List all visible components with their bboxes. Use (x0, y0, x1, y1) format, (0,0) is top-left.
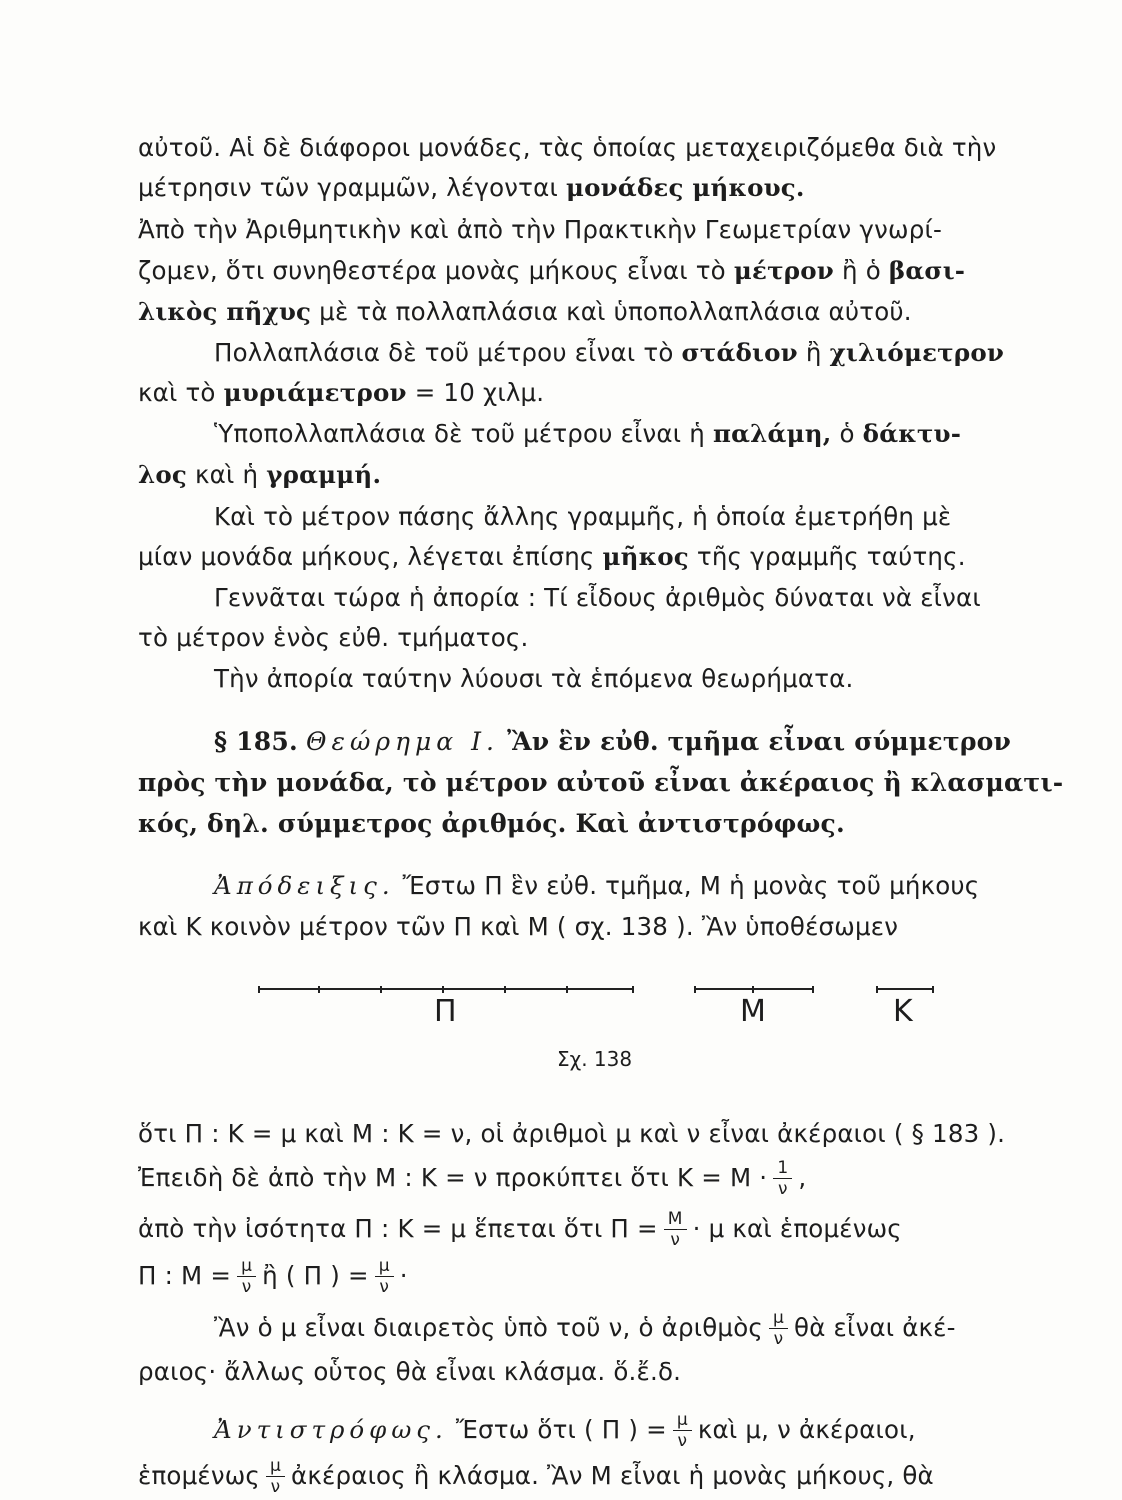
figure-caption: Σχ. 138 (557, 1047, 633, 1071)
text-line (138, 1456, 1028, 1496)
bold-term: μῆκος (602, 542, 689, 571)
text-run: καὶ τὸ (138, 378, 216, 407)
text-line (138, 292, 1028, 332)
proof-label: Ἀπόδειξις. (214, 871, 395, 900)
segment-m (694, 988, 814, 990)
text-run: μὲ τὰ πολλαπλάσια καὶ ὑποπολλαπλάσια αὐτοῦ. (319, 297, 912, 326)
label-p: Π (434, 994, 457, 1029)
text-run: · μ καὶ ἑπομένως (692, 1214, 902, 1243)
converse-label: Ἀντιστρόφως. (214, 1415, 448, 1444)
text-run: θὰ εἶναι ἀκέ- (794, 1313, 956, 1342)
text-run: ἀπὸ τὴν ἰσότητα Π : Κ = μ ἕπεται ὅτι Π = (138, 1214, 658, 1243)
text-line (138, 251, 1028, 291)
text-line: Γεννᾶται τώρα ἡ ἀπορία : Τί εἶδους ἀριθμὸς δύναται νὰ εἶναι (214, 583, 981, 612)
text-line (138, 537, 1028, 577)
text-line: Ἀπὸ τὴν Ἀριθμητικὴν καὶ ἀπὸ τὴν Πρακτικὴν Γεωμετρίαν γνωρί- (138, 215, 943, 244)
bold-term: παλάμη, (712, 419, 832, 448)
text-run: Ὑποπολλαπλάσια δὲ τοῦ μέτρου εἶναι ἡ (214, 419, 705, 448)
text-line: Καὶ τὸ μέτρον πάσης ἄλλης γραμμῆς, ἡ ὁποία ἐμετρήθη μὲ (214, 502, 952, 531)
bold-term: στάδιον (681, 338, 798, 367)
text-line (138, 1209, 1028, 1249)
text-line (214, 1410, 1028, 1450)
segment-p (258, 988, 634, 990)
fraction: $\frac{M}{\nu}$ (664, 1211, 687, 1249)
text-run: καὶ μ, ν ἀκέραιοι, (697, 1415, 916, 1444)
segment-k (876, 988, 934, 990)
text-line (214, 866, 1028, 906)
text-run: ζομεν, ὅτι συνηθεστέρα μονὰς μήκους εἶναι τὸ (138, 256, 726, 285)
text-line (138, 455, 1028, 495)
bold-term: μονάδες μήκους. (565, 173, 805, 202)
bold-term: λος (138, 460, 188, 489)
text-run: ἀκέραιος ἢ κλάσμα. Ἂν Μ εἶναι ἡ μονὰς μήκους, θὰ (291, 1461, 934, 1490)
fraction: $\frac{\mu}{\nu}$ (237, 1258, 256, 1296)
bold-term: γραμμή. (266, 460, 382, 489)
text-line (138, 373, 1028, 413)
label-k: Κ (893, 994, 913, 1029)
text-run: Ἔστω ὅτι ( Π ) = (455, 1415, 667, 1444)
fraction: $\frac{\mu}{\nu}$ (769, 1310, 788, 1348)
theorem-text: Ἂν ἓν εὐθ. τμῆμα εἶναι σύμμετρον (507, 727, 1012, 756)
text-run: ὁ (839, 419, 855, 448)
text-run: Ἂν ὁ μ εἶναι διαιρετὸς ὑπὸ τοῦ ν, ὁ ἀριθμὸς (214, 1313, 763, 1342)
text-line (214, 333, 1028, 373)
theorem-text: πρὸς τὴν μονάδα, τὸ μέτρον αὐτοῦ εἶναι ἀκέραιος ἢ κλασματι- (138, 768, 1064, 797)
theorem-text: κός, δηλ. σύμμετρος ἀριθμός. Καὶ ἀντιστρόφως. (138, 809, 845, 838)
text-line: τὸ μέτρον ἑνὸς εὐθ. τμήματος. (138, 623, 529, 652)
text-run: ἢ ὁ (842, 256, 881, 285)
text-run: μίαν μονάδα μήκους, λέγεται ἐπίσης (138, 542, 595, 571)
text-run: Π : Μ = (138, 1261, 232, 1290)
bold-term: μέτρον (733, 256, 834, 285)
text-run: · (399, 1261, 408, 1290)
fraction: $\frac{\mu}{\nu}$ (375, 1258, 394, 1296)
text-line (138, 1158, 1028, 1198)
text-line (214, 414, 1028, 454)
text-line (138, 168, 1028, 208)
bold-term: δάκτυ- (862, 419, 962, 448)
text-line: ραιος· ἄλλως οὗτος θὰ εἶναι κλάσμα. ὅ.ἔ.δ. (138, 1357, 682, 1386)
text-line (138, 1256, 1028, 1296)
bold-term: μυριάμετρον (223, 378, 407, 407)
text-run: ἢ (805, 338, 822, 367)
bold-term: χιλιόμετρον (829, 338, 1005, 367)
fraction: $\frac{1}{\nu}$ (773, 1160, 792, 1198)
text-run: ἑπομένως (138, 1461, 260, 1490)
section-number: § 185. (214, 727, 298, 756)
text-line: αὐτοῦ. Αἱ δὲ διάφοροι μονάδες, τὰς ὁποίας μεταχειριζόμεθα διὰ τὴν (138, 133, 997, 162)
text-run: Ἐπειδὴ δὲ ἀπὸ τὴν Μ : Κ = ν προκύπτει ὅτι Κ = Μ · (138, 1163, 768, 1192)
fraction: $\frac{\mu}{\nu}$ (266, 1458, 285, 1496)
bold-term: βασι- (888, 256, 966, 285)
fraction: $\frac{\mu}{\nu}$ (673, 1412, 692, 1450)
text-run: τῆς γραμμῆς ταύτης. (696, 542, 966, 571)
text-line: ὅτι Π : Κ = μ καὶ Μ : Κ = ν, οἱ ἀριθμοὶ μ καὶ ν εἶναι ἀκέραιοι ( § 183 ). (138, 1119, 1006, 1148)
theorem-title: Θεώρημα Ι. (306, 727, 499, 756)
text-line (214, 1308, 1028, 1348)
text-run: μέτρησιν τῶν γραμμῶν, λέγονται (138, 173, 558, 202)
text-line: καὶ Κ κοινὸν μέτρον τῶν Π καὶ Μ ( σχ. 138 ). Ἂν ὑποθέσωμεν (138, 912, 899, 941)
text-line: Τὴν ἀπορία ταύτην λύουσι τὰ ἑπόμενα θεωρήματα. (214, 664, 854, 693)
text-run: ἢ ( Π ) = (262, 1261, 369, 1290)
text-run: Ἔστω Π ἓν εὐθ. τμῆμα, Μ ἡ μονὰς τοῦ μήκους (402, 871, 980, 900)
text-run: , (798, 1163, 807, 1192)
theorem-heading (214, 722, 1028, 762)
text-run: = 10 χιλμ. (414, 378, 545, 407)
label-m: Μ (740, 994, 766, 1029)
text-run: καὶ ἡ (195, 460, 259, 489)
bold-term: λικὸς πῆχυς (138, 297, 312, 326)
text-run: Πολλαπλάσια δὲ τοῦ μέτρου εἶναι τὸ (214, 338, 674, 367)
